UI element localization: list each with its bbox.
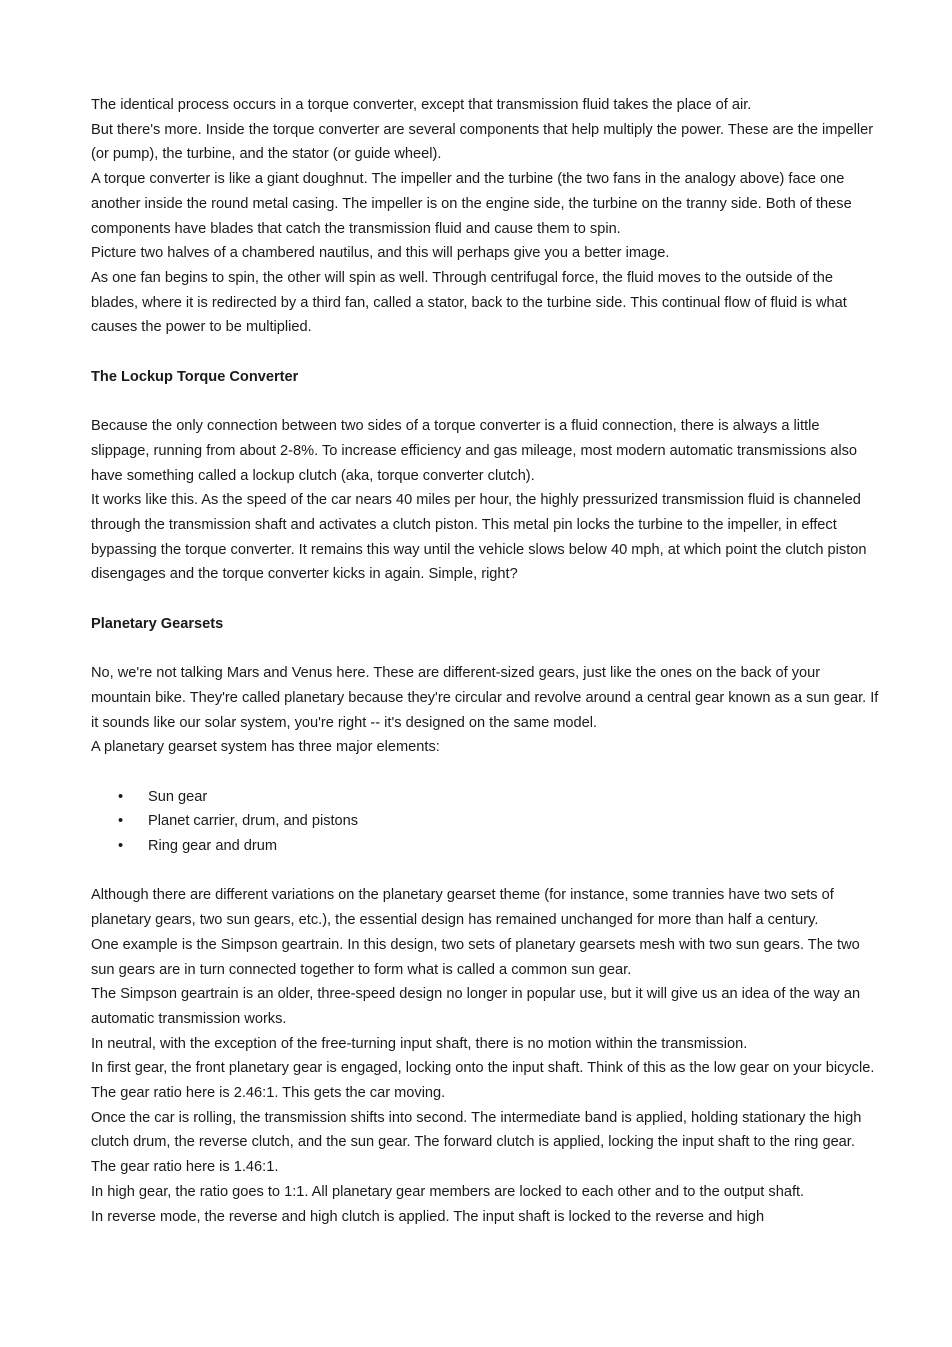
section-heading-planetary: Planetary Gearsets [91,615,224,632]
paragraph: A torque converter is like a giant doughnut. The impeller and the turbine (the two fans in the analogy above) face one another inside the round metal casing. The impeller is on the engine side, the turbine on the tranny side. Both of these components have blades that catch the transmission fluid and cause them to spin. [91,171,852,237]
list-item [118,809,881,834]
section-heading-lockup: The Lockup Torque Converter [91,368,299,385]
paragraph: It works like this. As the speed of the car nears 40 miles per hour, the highly pressurized transmission fluid is channeled through the transmission shaft and activates a clutch piston. This metal pin locks the turbine to the impeller, in effect bypassing the torque converter. It remains this way until the vehicle slows below 40 mph, at which point the clutch piston disengages and the torque converter kicks in again. Simple, right? [91,492,867,583]
paragraph: As one fan begins to spin, the other will spin as well. Through centrifugal force, the fluid moves to the outside of the blades, where it is redirected by a third fan, called a stator, back to the turbine side. This continual flow of fluid is what causes the power to be multiplied. [91,269,847,336]
paragraph: In first gear, the front planetary gear is engaged, locking onto the input shaft. Think of this as the low gear on your bicycle. The gear ratio here is 2.46:1. This gets the car moving. [91,1060,875,1102]
paragraph: In neutral, with the exception of the free-turning input shaft, there is no motion within the transmission. [91,1035,748,1052]
paragraph: One example is the Simpson geartrain. In this design, two sets of planetary gearsets mesh with two sun gears. The two sun gears are in turn connected together to form what is called a common sun gear. [91,936,860,978]
paragraph: But there's more. Inside the torque converter are several components that help multiply the power. These are the impeller (or pump), the turbine, and the stator (or guide wheel). [91,121,874,163]
spacer [91,859,881,884]
list-item [118,834,881,859]
paragraph: In high gear, the ratio goes to 1:1. All planetary gear members are locked to each other and to the output shaft. [91,1183,805,1200]
paragraph: Although there are different variations on the planetary gearset theme (for instance, some trannies have two sets of planetary gears, two sun gears, etc.), the essential design has remained unchanged for more than half a century. [91,887,834,929]
planetary-section [91,612,881,1230]
intro-block [91,93,881,340]
list-item-text: Planet carrier, drum, and pistons [148,813,359,830]
list-item [118,785,881,810]
list-item-text: Ring gear and drum [148,838,277,855]
document-page [91,93,881,1229]
bullet-icon: • [118,838,124,855]
paragraph: No, we're not talking Mars and Venus here. These are different-sized gears, just like the ones on the back of your mountain bike. They're called planetary because they're circular and revolve around a central gear known as a sun gear. If it sounds like our solar system, you're right -- it's designed on the same model. [91,665,879,731]
spacer [91,389,881,414]
spacer [91,340,881,365]
paragraph: Picture two halves of a chambered nautilus, and this will perhaps give you a better image. [91,245,670,262]
paragraph: The Simpson geartrain is an older, three-speed design no longer in popular use, but it will give us an idea of the way an automatic transmission works. [91,986,861,1027]
list-item-text: Sun gear [148,788,208,805]
spacer [91,587,881,612]
bullet-icon: • [118,788,124,805]
spacer [91,636,881,661]
paragraph: The identical process occurs in a torque converter, except that transmission fluid takes the place of air. [91,97,752,113]
bullet-icon: • [118,813,124,830]
paragraph: Once the car is rolling, the transmission shifts into second. The intermediate band is applied, holding stationary the high clutch drum, the reverse clutch, and the sun gear. The forward clutch is applied, locking the input shaft to the ring gear. The gear ratio here is 1.46:1. [91,1109,862,1176]
paragraph: Because the only connection between two sides of a torque converter is a fluid connection, there is always a little slippage, running from about 2-8%. To increase efficiency and gas mileage, most modern automatic transmissions also have something called a lockup clutch (aka, torque converter clutch). [91,418,858,484]
spacer [91,760,881,785]
paragraph: In reverse mode, the reverse and high clutch is applied. The input shaft is locked to the reverse and high [91,1208,765,1225]
lockup-section [91,365,881,587]
bullet-list [91,785,881,859]
paragraph: A planetary gearset system has three major elements: [91,739,440,756]
